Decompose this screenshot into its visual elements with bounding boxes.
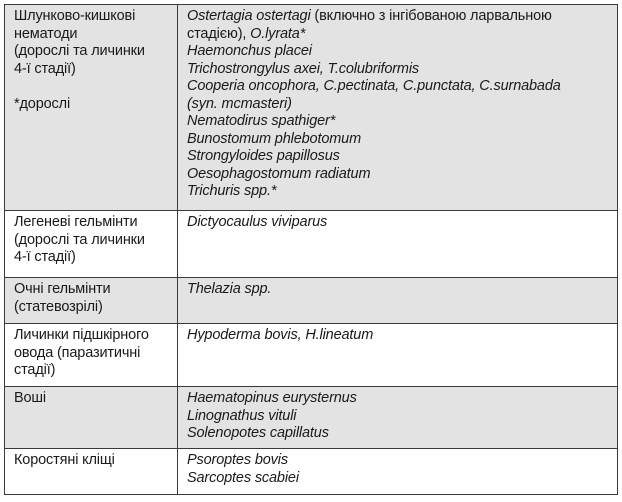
species-line: Thelazia spp.	[187, 281, 272, 297]
parasite-group-cell	[5, 278, 178, 324]
species-cell	[178, 449, 618, 495]
species-line: Psoroptes bovis	[187, 452, 288, 468]
group-line: (статевозрілі)	[14, 298, 103, 315]
group-line: (дорослі та личинки	[14, 231, 145, 248]
parasite-table	[4, 4, 618, 495]
table-row	[5, 5, 618, 211]
group-line: нематоди	[14, 25, 78, 42]
species-line: Solenopotes capillatus	[187, 425, 329, 441]
species-cell	[178, 211, 618, 278]
parasite-group-cell	[5, 211, 178, 278]
species-cell	[178, 387, 618, 449]
species-line: Ostertagia ostertagi (включно з інгібованою ларвальною	[187, 8, 552, 24]
group-line: Очні гельмінти	[14, 281, 111, 297]
group-note: *дорослі	[14, 95, 71, 112]
parasite-group-cell	[5, 324, 178, 387]
species-line: стадією), O.lyrata*	[187, 25, 306, 42]
species-line: Hypoderma bovis, H.lineatum	[187, 327, 374, 343]
table-row	[5, 278, 618, 324]
species-line: Trichuris spp.*	[187, 183, 277, 199]
species-line: Nematodirus spathiger*	[187, 113, 336, 129]
group-line: Шлунково-кишкові	[14, 8, 136, 24]
table-row	[5, 211, 618, 278]
species-line: (syn. mcmasteri)	[187, 95, 292, 112]
parasite-group-cell	[5, 449, 178, 495]
group-line: стадії)	[14, 362, 56, 378]
group-line: овода (паразитичні	[14, 344, 141, 361]
species-line: Dictyocaulus viviparus	[187, 214, 328, 230]
species-line: Haemonchus placei	[187, 43, 312, 59]
table-row	[5, 324, 618, 387]
species-line: Trichostrongylus axei, T.colubriformis	[187, 60, 420, 77]
group-line: Личинки підшкірного	[14, 327, 149, 343]
species-cell	[178, 324, 618, 387]
species-line: Strongyloides papillosus	[187, 148, 340, 164]
species-line: Linognathus vituli	[187, 407, 297, 424]
group-line: 4-ї стадії)	[14, 60, 76, 77]
parasite-group-cell	[5, 387, 178, 449]
group-line: 4-ї стадії)	[14, 249, 76, 265]
table-row	[5, 387, 618, 449]
species-line: Oesophagostomum radiatum	[187, 165, 371, 182]
species-cell	[178, 5, 618, 211]
group-line: Воші	[14, 390, 46, 406]
species-line: Cooperia oncophora, C.pectinata, C.punctata, C.surnabada	[187, 78, 561, 94]
species-line: Haematopinus eurysternus	[187, 390, 357, 406]
group-line: Коростяні кліщі	[14, 452, 115, 468]
species-cell	[178, 278, 618, 324]
table-row	[5, 449, 618, 495]
group-line: (дорослі та личинки	[14, 43, 145, 59]
parasite-group-cell	[5, 5, 178, 211]
group-line: Легеневі гельмінти	[14, 214, 138, 230]
species-line: Bunostomum phlebotomum	[187, 130, 362, 147]
species-line: Sarcoptes scabiei	[187, 469, 299, 486]
